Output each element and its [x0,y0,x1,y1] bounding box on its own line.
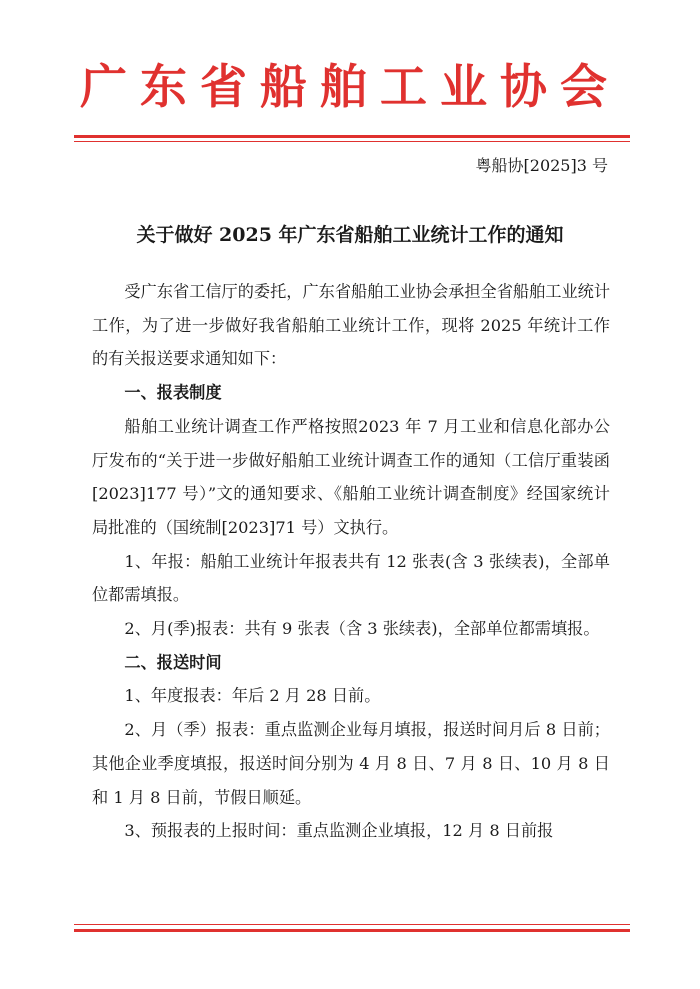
paragraph-forecast-deadline: 3、预报表的上报时间：重点监测企业填报，12 月 8 日前报 [124,821,554,841]
intro-paragraph: 受广东省工信厅的委托，广东省船舶工业协会承担全省船舶工业统计工作，为了进一步做好我省船舶工业统计工作，现将 2025 年统计工作的有关报送要求通知如下： [92,282,611,369]
paragraph-monthly-report: 2、月(季)报表：共有 9 张表（含 3 张续表)，全部单位都需填报。 [124,619,600,639]
document-number: 粤船协[2025]3 号 [475,156,608,175]
paragraph-annual-deadline: 1、年度报表：年后 2 月 28 日前。 [124,686,381,706]
footer-rule-thin [74,924,630,925]
paragraph-monthly-deadline: 2、月（季）报表：重点监测企业每月填报，报送时间月后 8 日前；其他企业季度填报，报送时间分别为 4 月 8 日、7 月 8 日、10 月 8 日和 1 月 8 日前，节假日顺延。 [92,720,610,807]
paragraph-report-system: 船舶工业统计调查工作严格按照2023 年 7 月工业和信息化部办公厅发布的“关于进一步做好船舶工业统计调查工作的通知（工信厅重装函[2023]177 号）”文的通知要求、《船舶工业统计调查制度》经国家统计局批准的（国统制[2023]71 号）文执行。 [92,416,610,537]
header-rule-thick [74,135,630,138]
section-heading-submission-time: 二、报送时间 [124,652,222,672]
document-title: 关于做好 2025 年广东省船舶工业统计工作的通知 [136,224,564,246]
paragraph-annual-report: 1、年报：船舶工业统计年报表共有 12 张表(含 3 张续表)，全部单位都需填报。 [92,551,610,605]
footer-rule-thick [74,929,630,932]
org-name-header: 广东省船舶工业协会 [80,60,620,115]
header-rule-thin [74,141,630,142]
section-heading-report-system: 一、报表制度 [124,383,222,403]
document-body [92,275,610,848]
